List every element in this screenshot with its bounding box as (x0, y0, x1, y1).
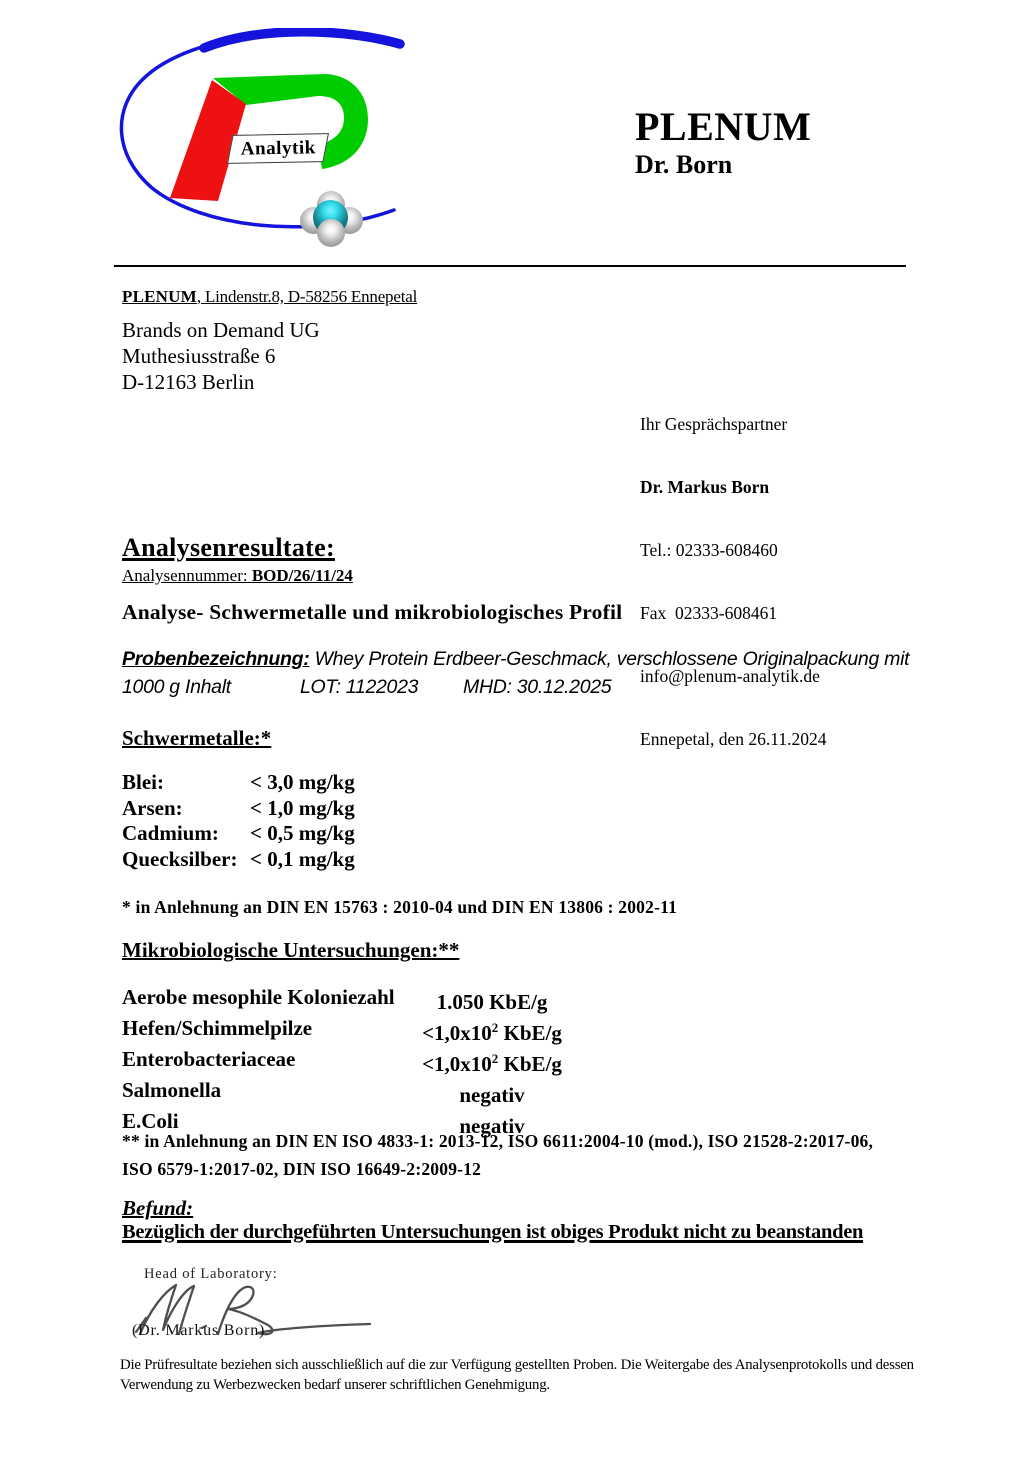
metal-label: Blei: (122, 770, 164, 794)
metal-label: Arsen: (122, 795, 183, 820)
micro-label: Hefen/Schimmelpilze (122, 1016, 313, 1040)
table-row (122, 847, 355, 873)
recipient-line: D-12163 Berlin (122, 370, 255, 394)
micro-value: 1.050 KbE/g (436, 990, 548, 1014)
befund-statement: Bezüglich der durchgeführten Untersuchungen ist obiges Produkt nicht zu beanstanden (122, 1221, 864, 1243)
logo-swoosh-thick-icon (204, 32, 400, 48)
contact-intro: Ihr Gesprächspartner (640, 414, 788, 434)
micro-label: Enterobacteriaceae (122, 1047, 296, 1071)
table-row (122, 1046, 582, 1077)
analysis-number-line (122, 566, 353, 586)
table-row (122, 984, 582, 1015)
micro-value: $<1,0x10^2$ KbE/g (422, 1051, 562, 1076)
company-name: PLENUM (635, 104, 812, 149)
sample-label: Probenbezeichnung: (122, 648, 310, 670)
metal-value: < 0,5 mg/kg (250, 821, 355, 845)
contact-block (640, 372, 826, 792)
microbiology-footnote: ** in Anlehnung an DIN EN ISO 4833-1: 2013-12, ISO 6611:2004-10 (mod.), ISO 21528-2:2017-06, ISO 6579-1:2017-02, DIN ISO 16649-2:2009-12 (122, 1131, 874, 1179)
logo-analytik-label (227, 133, 329, 164)
molecule-sphere-bottom (317, 219, 345, 247)
analysis-title: Analyse- Schwermetalle und mikrobiologisches Profil (122, 600, 623, 624)
signature-title: Head of Laboratory: (144, 1266, 278, 1282)
sample-description-line2 (122, 676, 772, 702)
metal-label: Cadmium: (122, 821, 219, 845)
analysis-number-value: BOD/26/11/24 (251, 566, 353, 585)
contact-tel: Tel.: 02333-608460 (640, 540, 778, 560)
results-heading: Analysenresultate: (122, 533, 335, 562)
micro-label: Aerobe mesophile Koloniezahl (122, 985, 395, 1009)
table-row (122, 1077, 582, 1108)
micro-label: Salmonella (122, 1078, 222, 1102)
contact-fax: Fax 02333-608461 (640, 603, 778, 623)
recipient-address (122, 317, 320, 395)
contact-place-date: Ennepetal, den 26.11.2024 (640, 729, 827, 749)
befund-heading: Befund: (122, 1196, 194, 1220)
contact-email: info@plenum-analytik.de (640, 666, 820, 686)
sample-content: 1000 g Inhalt (122, 676, 231, 698)
sample-description-line1 (122, 648, 909, 671)
table-row (122, 821, 355, 847)
sample-description: Whey Protein Erdbeer-Geschmack, verschlossene Originalpackung mit (309, 648, 910, 670)
table-row (122, 796, 355, 822)
footer-disclaimer: Die Prüfresultate beziehen sich ausschließlich auf die zur Verfügung gestellten Proben. Die Weitergabe des Analysenprotokolls und dessen Verwendung zu Werbezwecken bedarf unserer schriftlichen Genehmigung. (120, 1357, 914, 1393)
sample-lot: LOT: 1122023 (300, 676, 419, 698)
heavy-metals-heading: Schwermetalle:* (122, 726, 272, 750)
signature-name: (Dr. Markus Born) (132, 1322, 266, 1339)
micro-value: negativ (459, 1114, 525, 1138)
analytik-text: Analytik (240, 136, 316, 160)
brand-block (635, 104, 811, 180)
recipient-line: Brands on Demand UG (122, 318, 320, 342)
heavy-metals-footnote: * in Anlehnung an DIN EN 15763 : 2010-04 und DIN EN 13806 : 2002-11 (122, 897, 678, 917)
analysis-number-label: Analysennummer: (122, 566, 252, 585)
contact-name: Dr. Markus Born (640, 477, 770, 497)
sender-company: PLENUM (122, 287, 197, 306)
micro-label: E.Coli (122, 1109, 179, 1133)
micro-value: negativ (459, 1083, 525, 1107)
micro-value: $<1,0x10^2$ KbE/g (422, 1020, 562, 1045)
sender-address-line (122, 287, 417, 307)
table-row (122, 770, 355, 796)
table-row (122, 1015, 582, 1046)
sample-mhd: MHD: 30.12.2025 (463, 676, 612, 698)
microbiology-table (122, 984, 582, 1139)
microbiology-heading: Mikrobiologische Untersuchungen:** (122, 938, 460, 962)
metal-value: < 1,0 mg/kg (250, 795, 355, 820)
header-divider (114, 265, 906, 267)
metal-value: < 0,1 mg/kg (250, 846, 355, 871)
heavy-metals-table (122, 770, 355, 872)
company-subtitle: Dr. Born (635, 150, 733, 179)
metal-value: < 3,0 mg/kg (250, 770, 355, 794)
recipient-line: Muthesiusstraße 6 (122, 344, 276, 368)
sender-rest: , Lindenstr.8, D-58256 Ennepetal (196, 287, 418, 306)
metal-label: Quecksilber: (122, 846, 238, 871)
